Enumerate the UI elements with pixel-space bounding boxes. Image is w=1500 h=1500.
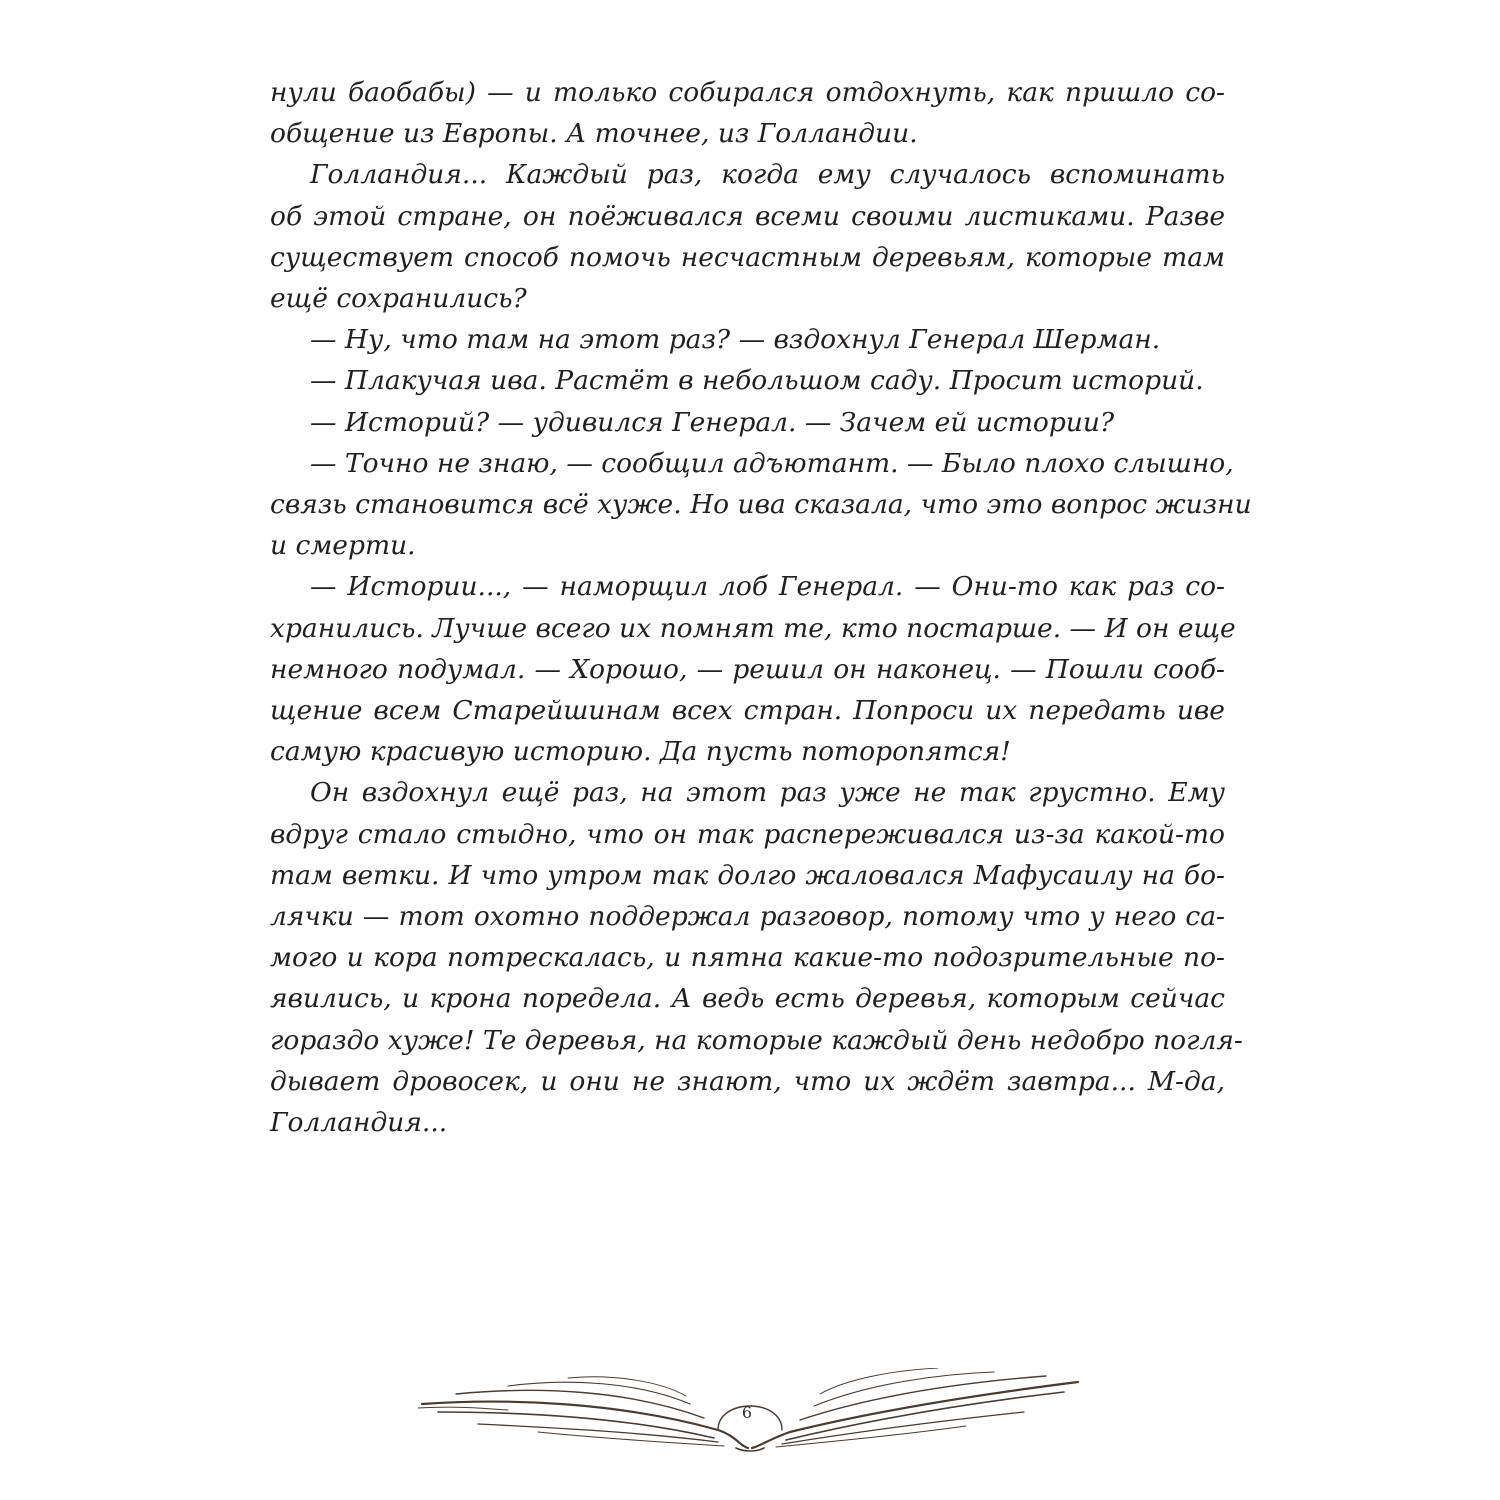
text-line: об этой стране, он поёживался всеми своими листиками. Разве [270, 200, 1225, 232]
text-line: щение всем Старейшинам всех стран. Попроси их передать иве [270, 695, 1225, 727]
text-line: ещё сохранились? [270, 283, 527, 315]
text-line: самую красивую историю. Да пусть поторопятся! [270, 736, 1011, 768]
text-line: связь становится всё хуже. Но ива сказала, что это вопрос жизни [270, 489, 1252, 521]
text-line: Он вздохнул ещё раз, на этот раз уже не так грустно. Ему [310, 777, 1225, 809]
text-line: явились, и крона поредела. А ведь есть деревья, которым сейчас [270, 983, 1225, 1015]
text-line: хранились. Лучше всего их помнят те, кто постарше. — И он еще [270, 612, 1236, 644]
text-line: — Точно не знаю, — сообщил адъютант. — Было плохо слышно, [310, 447, 1234, 479]
text-line: нули баобабы) — и только собирался отдохнуть, как пришло со- [270, 77, 1225, 108]
text-line: существует способ помочь несчастным деревьям, которые там [270, 241, 1225, 273]
body-text [270, 72, 1252, 1143]
page-number: 6 [741, 1402, 753, 1422]
text-line: мого и кора потрескалась, и пятна какие-то подозрительные по- [270, 942, 1225, 974]
text-line: там ветки. И что утром так долго жаловался Мафусаилу на бо- [270, 859, 1225, 891]
text-line: дывает дровосек, и они не знают, что их ждёт завтра... М-да, [270, 1065, 1225, 1097]
text-line: гораздо хуже! Те деревья, на которые каждый день недобро погля- [270, 1024, 1243, 1056]
text-line: Голландия... [270, 1107, 448, 1139]
text-line: вдруг стало стыдно, что он так распереживался из-за какой-то [270, 818, 1225, 850]
text-line: немного подумал. — Хорошо, — решил он наконец. — Пошли сооб- [270, 653, 1225, 685]
text-line: и смерти. [270, 530, 416, 562]
text-line: — Истории..., — наморщил лоб Генерал. — Они-то как раз со- [310, 571, 1225, 603]
text-line: лячки — тот охотно поддержал разговор, потому что у него са- [270, 901, 1225, 933]
text-line: — Историй? — удивился Генерал. — Зачем ей истории? [310, 406, 1115, 438]
text-line: — Плакучая ива. Растёт в небольшом саду. Просит историй. [310, 365, 1204, 397]
text-line: Голландия... Каждый раз, когда ему случалось вспоминать [310, 159, 1225, 191]
text-line: — Ну, что там на этот раз? — вздохнул Генерал Шерман. [310, 324, 1161, 356]
text-line: общение из Европы. А точнее, из Голландии. [270, 118, 918, 150]
